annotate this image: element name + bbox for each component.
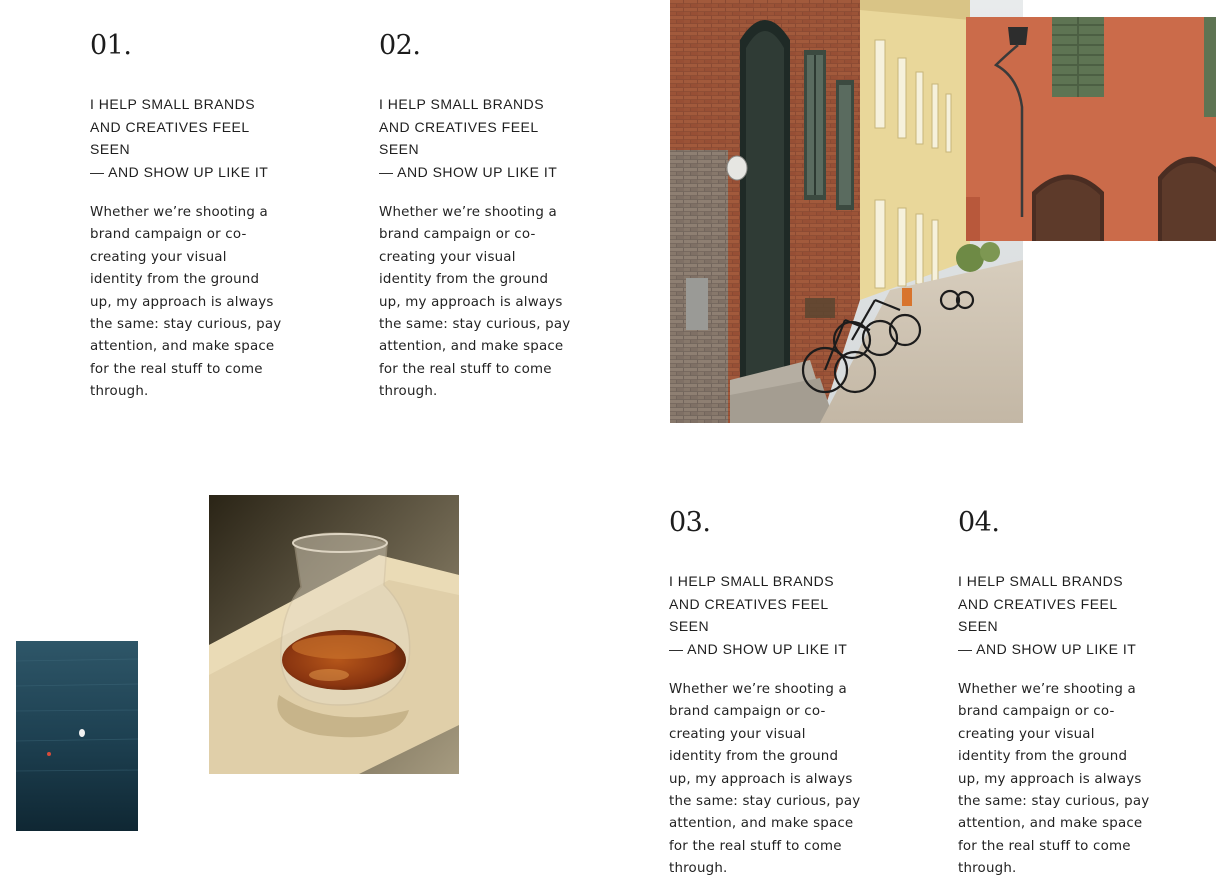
feature-body: Whether we’re shooting a brand campaign or co- creating your visual identity from the ground up, my approach is always the same: stay curious, pay attention, and make space for the real stuff to come through. (379, 205, 571, 400)
feature-heading: I HELP SMALL BRANDS AND CREATIVES FEEL SEEN — AND SHOW UP LIKE IT (958, 573, 1137, 657)
feature-03 (669, 509, 869, 881)
feature-number: 02. (379, 30, 421, 61)
feature-04 (958, 509, 1158, 881)
feature-heading: I HELP SMALL BRANDS AND CREATIVES FEEL SEEN — AND SHOW UP LIKE IT (669, 573, 848, 657)
feature-number: 04. (958, 507, 1000, 538)
glass-jar-photo (209, 495, 459, 774)
feature-number: 03. (669, 507, 711, 538)
ocean-boats-photo (16, 641, 138, 831)
feature-body: Whether we’re shooting a brand campaign or co- creating your visual identity from the ground up, my approach is always the same: stay curious, pay attention, and make space for the real stuff to come through. (90, 205, 282, 400)
feature-02 (379, 32, 579, 404)
feature-01 (90, 32, 290, 404)
feature-body: Whether we’re shooting a brand campaign or co- creating your visual identity from the ground up, my approach is always the same: stay curious, pay attention, and make space for the real stuff to come through. (669, 682, 861, 877)
terracotta-wall-photo (966, 17, 1216, 241)
feature-body: Whether we’re shooting a brand campaign or co- creating your visual identity from the ground up, my approach is always the same: stay curious, pay attention, and make space for the real stuff to come through. (958, 682, 1150, 877)
feature-heading: I HELP SMALL BRANDS AND CREATIVES FEEL SEEN — AND SHOW UP LIKE IT (379, 96, 558, 180)
feature-heading: I HELP SMALL BRANDS AND CREATIVES FEEL SEEN — AND SHOW UP LIKE IT (90, 96, 269, 180)
feature-number: 01. (90, 30, 132, 61)
